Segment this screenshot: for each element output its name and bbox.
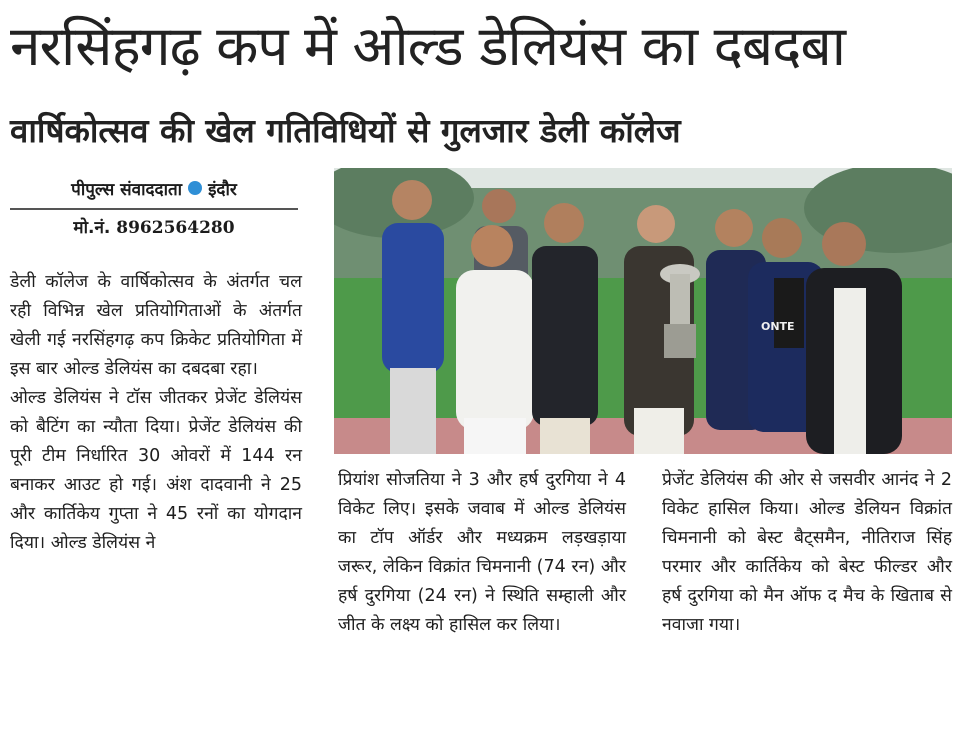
article-paragraph: ओल्ड डेलियंस ने टॉस जीतकर प्रेजेंट डेलियंस को बैटिंग का न्यौता दिया। प्रेजेंट डेलियंस की पूरी टीम निर्धारित 30 ओवरों में 144 रन बनाकर आउट हो गई। अंश दादवानी ने 25 और कार्तिकेय गुप्ता ने 45 रनों का योगदान दिया। ओल्ड डेलियंस ने (10, 388, 302, 553)
team-trophy-photo (334, 168, 952, 454)
mobile-line (10, 214, 298, 242)
location-dot-icon (188, 181, 202, 195)
headline: नरसिंहगढ़ कप में ओल्ड डेलियंस का दबदबा (10, 14, 846, 78)
byline (10, 168, 298, 210)
article-column-3: प्रेजेंट डेलियंस की ओर से जसवीर आनंद ने 2 विकेट हासिल किया। ओल्ड डेलियन विक्रांत चिमनानी को बेस्ट बैट्समैन, नीतिराज सिंह परमार और कार्तिकेय को बेस्ट फील्डर और हर्ष दुरगिया को मैन ऑफ द मैच के खिताब से नवाजा गया। (662, 470, 952, 635)
article-column-1 (10, 268, 302, 558)
article-paragraph: डेली कॉलेज के वार्षिकोत्सव के अंतर्गत चल रही विभिन्न खेल प्रतियोगिताओं के अंतर्गत खेली गई नरसिंहगढ़ कप क्रिकेट प्रतियोगिता में इस बार ओल्ड डेलियंस का दबदबा रहा। (10, 272, 302, 379)
shirt-print: ONTE (761, 320, 795, 333)
city: इंदौर (208, 179, 237, 200)
subheadline: वार्षिकोत्सव की खेल गतिविधियों से गुलजार डेली कॉलेज (10, 111, 681, 150)
mobile-number: 8962564280 (116, 218, 235, 238)
article-column-2: प्रियांश सोजतिया ने 3 और हर्ष दुरगिया ने 4 विकेट लिए। इसके जवाब में ओल्ड डेलियंस का टॉप ऑर्डर और मध्यक्रम लड़खड़ाया जरूर, लेकिन विक्रांत चिमनानी (74 रन) और हर्ष दुरगिया (24 रन) ने स्थिति सम्हाली और जीत के लक्ष्य को हासिल कर लिया। (338, 470, 626, 635)
mobile-label: मो.नं. (73, 218, 111, 238)
reporter: पीपुल्स संवाददाता (71, 179, 183, 200)
